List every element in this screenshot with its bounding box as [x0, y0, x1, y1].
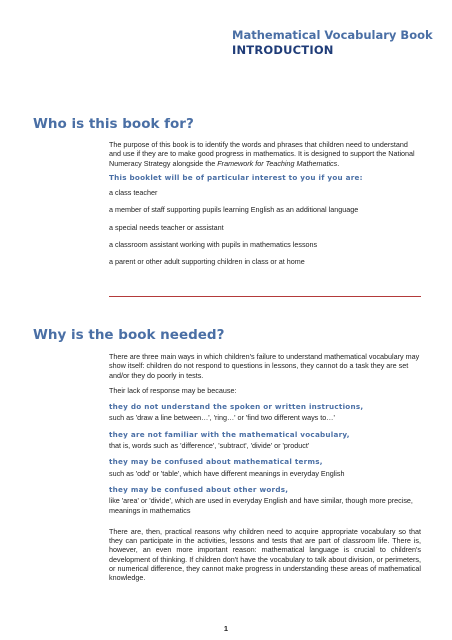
audience-item: a special needs teacher or assistant: [109, 222, 224, 232]
reason-heading: they may be confused about other words,: [109, 484, 289, 494]
reason-heading: they do not understand the spoken or written instructions,: [109, 402, 364, 412]
reason-detail: like 'area' or 'divide', which are used in everyday English and have similar, though more precise, meanings in mathematics: [109, 496, 413, 515]
audience-subheading: This booklet will be of particular interest to you if you are:: [109, 172, 363, 182]
section-who-body: [109, 140, 421, 267]
intro-paragraph: There are three main ways in which children's failure to understand mathematical vocabulary may show itself: children do not respond to questions in lessons, they cannot do a task they are set and/or they do poorly in tests.: [109, 352, 420, 380]
audience-item: a parent or other adult supporting children in class or at home: [109, 257, 305, 267]
section-label: INTRODUCTION: [232, 43, 334, 57]
reason-heading: they are not familiar with the mathematical vocabulary,: [109, 429, 350, 439]
audience-item: a class teacher: [109, 188, 158, 198]
audience-item: a classroom assistant working with pupils in mathematics lessons: [109, 240, 318, 250]
audience-item: a member of staff supporting pupils learning English as an additional language: [109, 205, 359, 215]
book-title: Mathematical Vocabulary Book: [232, 28, 433, 42]
reason-heading: they may be confused about mathematical terms,: [109, 457, 323, 467]
section-divider: [109, 296, 421, 297]
reason-detail: such as 'draw a line between…', 'ring…' or 'find two different ways to…': [109, 413, 335, 423]
section-heading-why: Why is the book needed?: [33, 327, 225, 343]
framework-title: Framework for Teaching Mathematics: [217, 158, 338, 168]
reason-detail: that is, words such as 'difference', 'subtract', 'divide' or 'product': [109, 441, 310, 451]
purpose-paragraph: The purpose of this book is to identify the words and phrases that children need to understand and use if they are to make good progress in mathematics. It is designed to support the National Numeracy Strategy alongside the Framework for Teaching Mathematics.: [109, 140, 415, 168]
page-number: 1: [223, 624, 229, 633]
closing-paragraph: There are, then, practical reasons why children need to acquire appropriate vocabulary so that they can participate in the activities, lessons and tests that are part of classroom life. There is, however, an even more important reason: mathematical language is crucial to children's development of thinking. If children don't have the vocabulary to talk about division, or perimeters, or numerical difference, they cannot make progress in understanding these areas of mathematical knowledge.: [109, 526, 421, 583]
reason-detail: such as 'odd' or 'table', which have different meanings in everyday English: [109, 468, 345, 478]
lack-paragraph: Their lack of response may be because:: [109, 385, 237, 395]
page-header: [232, 28, 442, 58]
section-heading-who: Who is this book for?: [33, 116, 194, 132]
section-why-body: [109, 352, 421, 583]
